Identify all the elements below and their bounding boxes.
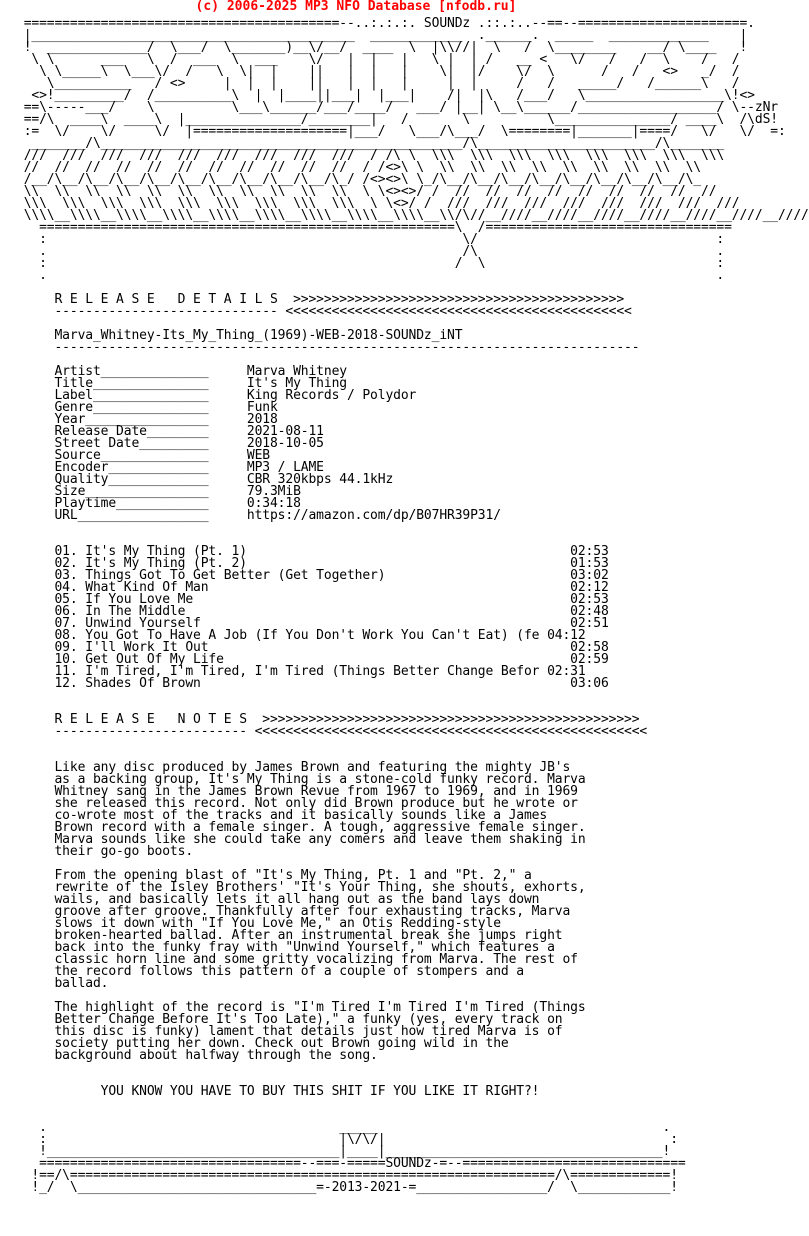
nfo-document: =========================================--..:.:.:. SOUNDz .::.:..--==--======================. |__________________________________________ ____________ .______. _____ _____________ | ! _____________/ \___/ \_______)__\/__/ ____ \ |\\//| \ / \________ __/ \____ ! \ \ ___ \ / ___ \ ___ \/ | | | \ | | / __ < \/ / / \ / / \ \_____\ \___\/ / \ \| | || | | | \| |/ \/ \ / / <> _/ / \__________ / <> | | | || | | | | | / / _____/ /______\ / <>!_________/ /__________\ | |____||___| |___| /| |\ /___/ \__________________\!<> ==\-----___/ \ \___\______/___/____/ ___/ |__| \__\______/__________________/ \--zNr ==/\ ____\ ____\ |_______________/________| / \ \_______________/ ____\ /\dS! := \/ \/ \/ |====================|___/ \___/\___/ \========|_______|====/ \/ \/ =: _______/\_______________________________________________/\_______________________/\_______ /// /// /// /// /// /// /// /// /// / /\ \ \\\ \\\ \\\ \\\ \\\ \\\ \\\ \\\ // // // // // // // // // // // / /<>\ \ \\ \\ \\ \\ \\ \\ \\ \\ \\ /__/\__/\__/\__/\__/\__/\__/\__/\__/\__/\_/ /<><>\ \_/\__/\__/\__/\__/\__/\__/\__/\__/\_ \\ \\ \\ \\ \\ \\ \\ \\ \\ \\ \\ \ \<><>/ / // // // // // // // // // \\\ \\\ \\\ \\\ \\\ \\\ \\\ \\\ \\\ \ \<>/ / /// /// /// /// /// /// /// /// \\\\__\\\\__\\\\__\\\\__\\\\__\\\\__\\\\__\\\\__\\\\__\\/\//__////__////__////__////__////__////__//// ======================================================\ /================================ : \/ : . /\ . : / \ : . . R E L E A S E D E T A I L S >>>>>>>>>>>>>>>>>>>>>>>>>>>>>>>>>>>>>>>>>>> ----------------------------- <<<<<<<<<<<<<<<<<<<<<<<<<<<<<<<<<<<<<<<<<<<<< Marva_Whitney-Its_My_Thing_(1969)-WEB-2018-SOUNDz_iNT ---------------------------------------------------------------------------- Artist______________ Marva Whitney Title_______________ It's My Thing Label_______________ King Records / Polydor Genre_______________ Funk Year________________ 2018 Release Date________ 2021-08-11 Street Date_________ 2018-10-05 Source______________ WEB Encoder_____________ MP3 / LAME Quality_____________ CBR 320kbps 44.1kHz Size________________ 79.3MiB Playtime____________ 0:34:18 URL_________________ https://amazon.com/dp/B07HR39P31/ 01. It's My Thing (Pt. 1) 02:53 02. It's My Thing (Pt. 2) 01:53 03. Things Got To Get Better (Get Together) 03:02 04. What Kind Of Man 02:12 05. If You Love Me 02:53 06. In The Middle 02:48 07. Unwind Yourself 02:51 08. You Got To Have A Job (If You Don't Work You Can't Eat) (fe 04:12 09. I'll Work It Out 02:58 10. Get Out Of My Life 02:59 11. I'm Tired, I'm Tired, I'm Tired (Things Better Change Befor 02:31 12. Shades Of Brown 03:06 R E L E A S E N O T E S >>>>>>>>>>>>>>>>>>>>>>>>>>>>>>>>>>>>>>>>>>>>>>>>> ------------------------- <<<<<<<<<<<<<<<<<<<<<<<<<<<<<<<<<<<<<<<<<<<<<<<<<<< Like any disc produced by James Brown and featuring the mighty JB's as a backing group, It's My Thing is a stone-cold funky record. Marva Whitney sang in the James Brown Revue from 1967 to 1969, and in 1969 she released this record. Not only did Brown produce but he wrote or co-wrote most of the tracks and it basically sounds like a James Brown record with a female singer. A tough, aggressive female singer. Marva sounds like she could take any comers and leave them shaking in their go-go boots. From the opening blast of "It's My Thing, Pt. 1 and "Pt. 2," a rewrite of the Isley Brothers' "It's Your Thing, she shouts, exhorts, wails, and basically lets it all hang out as the band lays down groove after groove. Thankfully after four exhausting tracks, Marva slows it down with "If You Love Me," an Otis Redding-style broken-hearted ballad. After an instrumental break she jumps right back into the funky fray with "Unwind Yourself," which features a classic horn line and some gritty vocalizing from Marva. The rest of the record follows this pattern of a couple of stompers and a ballad. The highlight of the record is "I'm Tired I'm Tired I'm Tired (Things Better Change Before It's Too Late)," a funky (yes, every track on this disc is funky) lament that details just how tired Marva is of society putting her down. Check out Brown going wild in the background about halfway through the song. YOU KNOW YOU HAVE TO BUY THIS SHIT IF YOU LIKE IT RIGHT?! . _____ . : |\/\/| : !______________________________________|____|____________________________________! ==================================--===-=====SOUNDz-=--============================= !==/\===============================================================/\=============! !_/ \_______________________________=-2013-2021-=_________________/ \____________! (23, 16, 809, 1195)
site-header: (c) 2006-2025 MP3 NFO Database [nfodb.ru] (195, 0, 517, 14)
